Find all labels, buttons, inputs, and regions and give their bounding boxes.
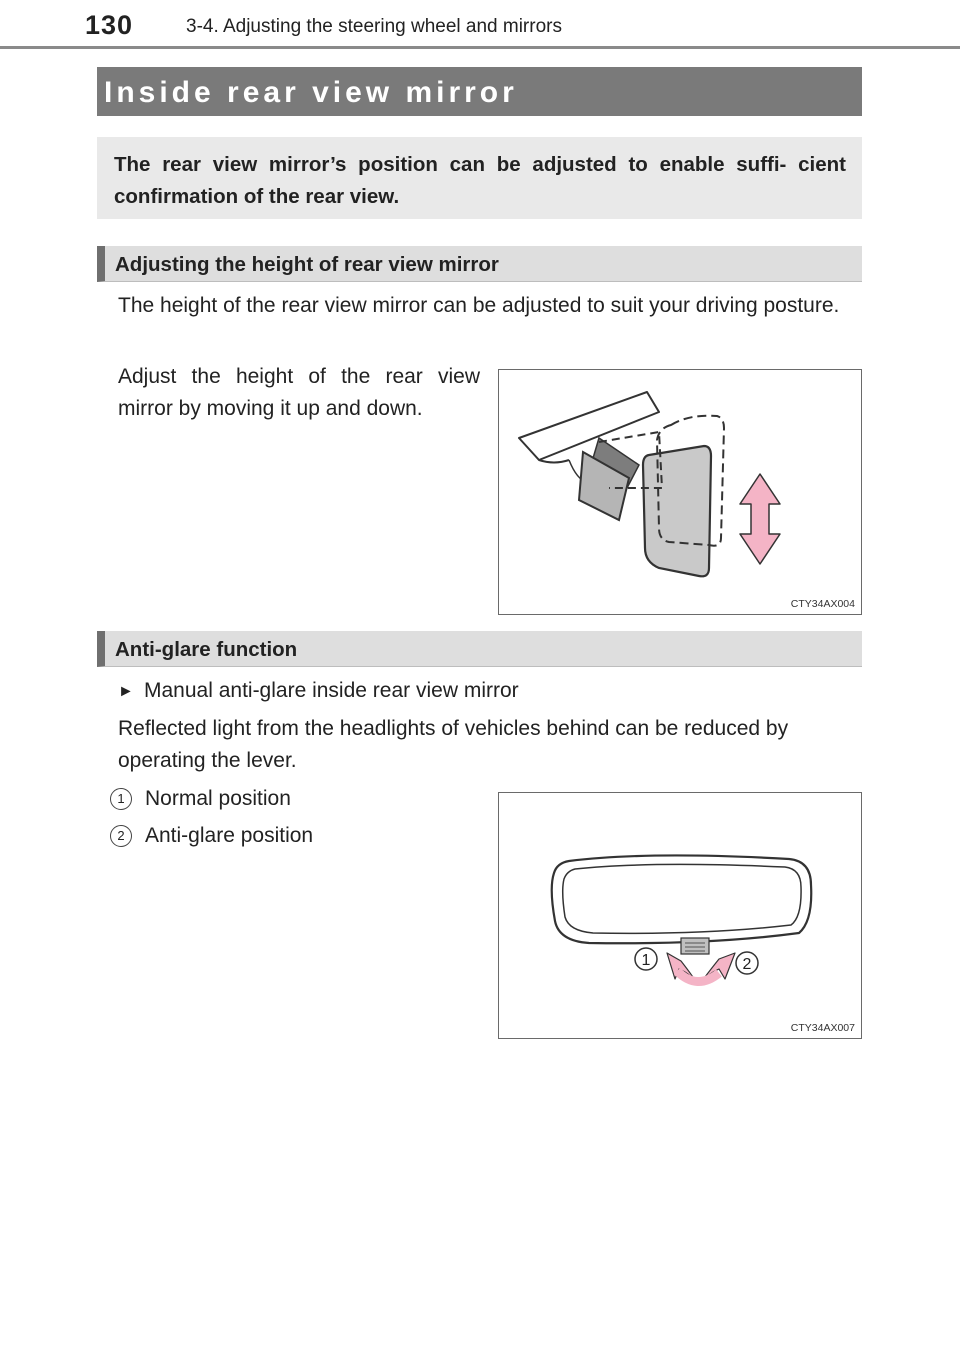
- anti-glare-bullet: [118, 675, 519, 708]
- callout-1-label: 1: [641, 952, 651, 969]
- mirror-lever-illustration: [499, 793, 861, 1038]
- figure-code: CTY34AX007: [790, 1022, 855, 1034]
- section-title: Inside rear view mirror: [97, 67, 862, 116]
- subheading-height-adjust: Adjusting the height of rear view mirror: [97, 246, 862, 282]
- legend-item-anti-glare: [110, 824, 313, 848]
- callout-2-label: 2: [742, 956, 752, 973]
- intro-text: The rear view mirror’s position can be adjusted to enable suffi- cient confirmation of the rear view.: [114, 153, 846, 208]
- number-2-badge: 2: [110, 825, 132, 847]
- figure-code: CTY34AX004: [790, 598, 855, 610]
- chapter-title: 3-4. Adjusting the steering wheel and mirrors: [186, 16, 562, 37]
- height-paragraph-2: Adjust the height of the rear view mirror by moving it up and down.: [118, 365, 480, 420]
- number-1-badge: 1: [110, 788, 132, 810]
- anti-glare-paragraph: Reflected light from the headlights of vehicles behind can be reduced by operating the lever.: [118, 717, 789, 772]
- figure-anti-glare: [498, 792, 862, 1039]
- legend-label: Normal position: [145, 787, 291, 810]
- figure-height-adjust: [498, 369, 862, 615]
- legend-item-normal: [110, 787, 291, 811]
- header-divider: [0, 46, 960, 49]
- page-number: 130: [85, 10, 134, 40]
- subheading-anti-glare: Anti-glare function: [97, 631, 862, 667]
- intro-box: [97, 137, 862, 219]
- mirror-height-illustration: [499, 370, 861, 614]
- triangle-arrow-icon: ►: [118, 683, 134, 700]
- height-paragraph-1: The height of the rear view mirror can be adjusted to suit your driving posture.: [118, 294, 840, 317]
- legend-label: Anti-glare position: [145, 824, 314, 847]
- bullet-text: Manual anti-glare inside rear view mirror: [144, 679, 519, 702]
